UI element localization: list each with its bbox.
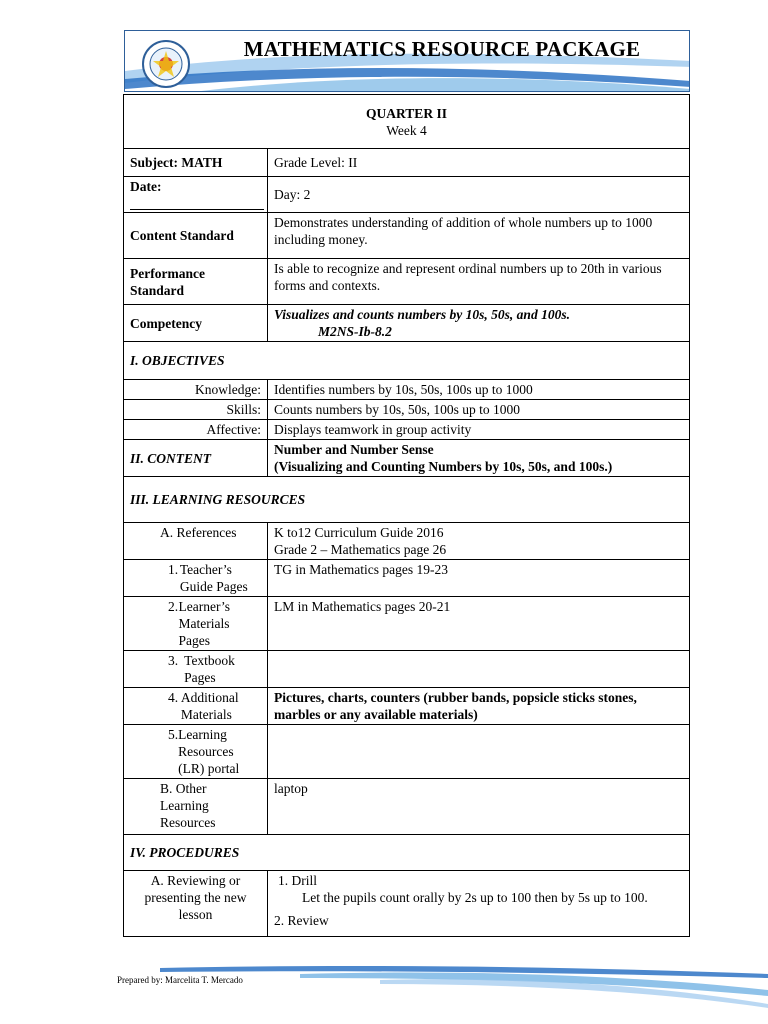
content-standard-value: Demonstrates understanding of addition of whole numbers up to 1000 including money.	[268, 213, 690, 259]
knowledge-label: Knowledge:	[124, 380, 268, 400]
content-heading: II. CONTENT	[124, 440, 268, 477]
day-cell: Day: 2	[268, 177, 690, 213]
references-cell	[268, 523, 690, 560]
reviewing-cell	[268, 871, 690, 937]
deped-seal-logo	[141, 39, 191, 89]
date-blank-line	[130, 195, 264, 210]
competency-label: Competency	[124, 305, 268, 342]
learners-materials-value: LM in Mathematics pages 20-21	[268, 597, 690, 651]
objectives-heading: I. OBJECTIVES	[124, 342, 690, 380]
skills-value: Counts numbers by 10s, 50s, 100s up to 1000	[268, 400, 690, 420]
content-standard-label: Content Standard	[124, 213, 268, 259]
affective-label: Affective:	[124, 420, 268, 440]
item-label: Textbook Pages	[184, 653, 235, 685]
drill-item: 1. Drill	[278, 873, 317, 888]
content-line-2: (Visualizing and Counting Numbers by 10s, 50s, and 100s.)	[274, 459, 613, 474]
quarter-title: QUARTER II	[366, 105, 447, 121]
quarter-week: Week 4	[386, 122, 427, 138]
textbook-pages-value	[268, 651, 690, 688]
item-number: 4.	[168, 690, 179, 705]
competency-code: M2NS-Ib-8.2	[318, 324, 392, 339]
date-label: Date:	[130, 179, 162, 194]
competency-value: Visualizes and counts numbers by 10s, 50s, and 100s.	[274, 307, 570, 322]
references-label: A. References	[124, 523, 268, 560]
competency-cell	[268, 305, 690, 342]
item-number: 1.	[168, 562, 179, 577]
other-resources-label: B. Other Learning Resources	[124, 779, 268, 835]
item-number: 5.	[168, 727, 179, 742]
additional-materials-value: Pictures, charts, counters (rubber bands, popsicle sticks stones, marbles or any available materials)	[268, 688, 690, 725]
procedures-heading: IV. PROCEDURES	[124, 835, 690, 871]
references-line-1: K to12 Curriculum Guide 2016	[274, 525, 444, 540]
page-header	[124, 30, 690, 92]
footer-swoosh-graphic	[0, 960, 768, 1010]
skills-label: Skills:	[124, 400, 268, 420]
affective-value: Displays teamwork in group activity	[268, 420, 690, 440]
lesson-plan-table	[123, 94, 690, 937]
other-resources-value: laptop	[268, 779, 690, 835]
knowledge-value: Identifies numbers by 10s, 50s, 100s up to 1000	[268, 380, 690, 400]
lr-portal-value	[268, 725, 690, 779]
prepared-by: Prepared by: Marcelita T. Mercado	[117, 975, 243, 985]
date-cell	[124, 177, 268, 213]
lr-portal-label	[124, 725, 268, 779]
references-line-2: Grade 2 – Mathematics page 26	[274, 542, 447, 557]
learning-resources-heading: III. LEARNING RESOURCES	[124, 477, 690, 523]
content-line-1: Number and Number Sense	[274, 442, 434, 457]
performance-standard-label: Performance Standard	[124, 259, 268, 305]
performance-standard-value: Is able to recognize and represent ordinal numbers up to 20th in various forms and contexts.	[268, 259, 690, 305]
drill-text: Let the pupils count orally by 2s up to 100 then by 5s up to 100.	[302, 890, 648, 905]
item-label: Learning Resources (LR) portal	[178, 727, 240, 776]
teachers-guide-value: TG in Mathematics pages 19-23	[268, 560, 690, 597]
subject-cell: Subject: MATH	[124, 149, 268, 177]
content-cell	[268, 440, 690, 477]
textbook-pages-label	[124, 651, 268, 688]
grade-level-cell: Grade Level: II	[268, 149, 690, 177]
additional-materials-label	[124, 688, 268, 725]
item-label: Teacher’s Guide Pages	[179, 562, 248, 594]
learners-materials-label	[124, 597, 268, 651]
teachers-guide-label	[124, 560, 268, 597]
item-label: Additional Materials	[180, 690, 239, 722]
quarter-cell	[124, 95, 690, 149]
item-number: 3.	[168, 653, 179, 668]
page-title: MATHEMATICS RESOURCE PACKAGE	[243, 37, 641, 61]
reviewing-label: A. Reviewing or presenting the new lesson	[124, 871, 268, 937]
item-label: Learner’s Materials Pages	[178, 599, 231, 648]
review-item: 2. Review	[274, 913, 329, 928]
item-number: 2.	[168, 599, 179, 614]
